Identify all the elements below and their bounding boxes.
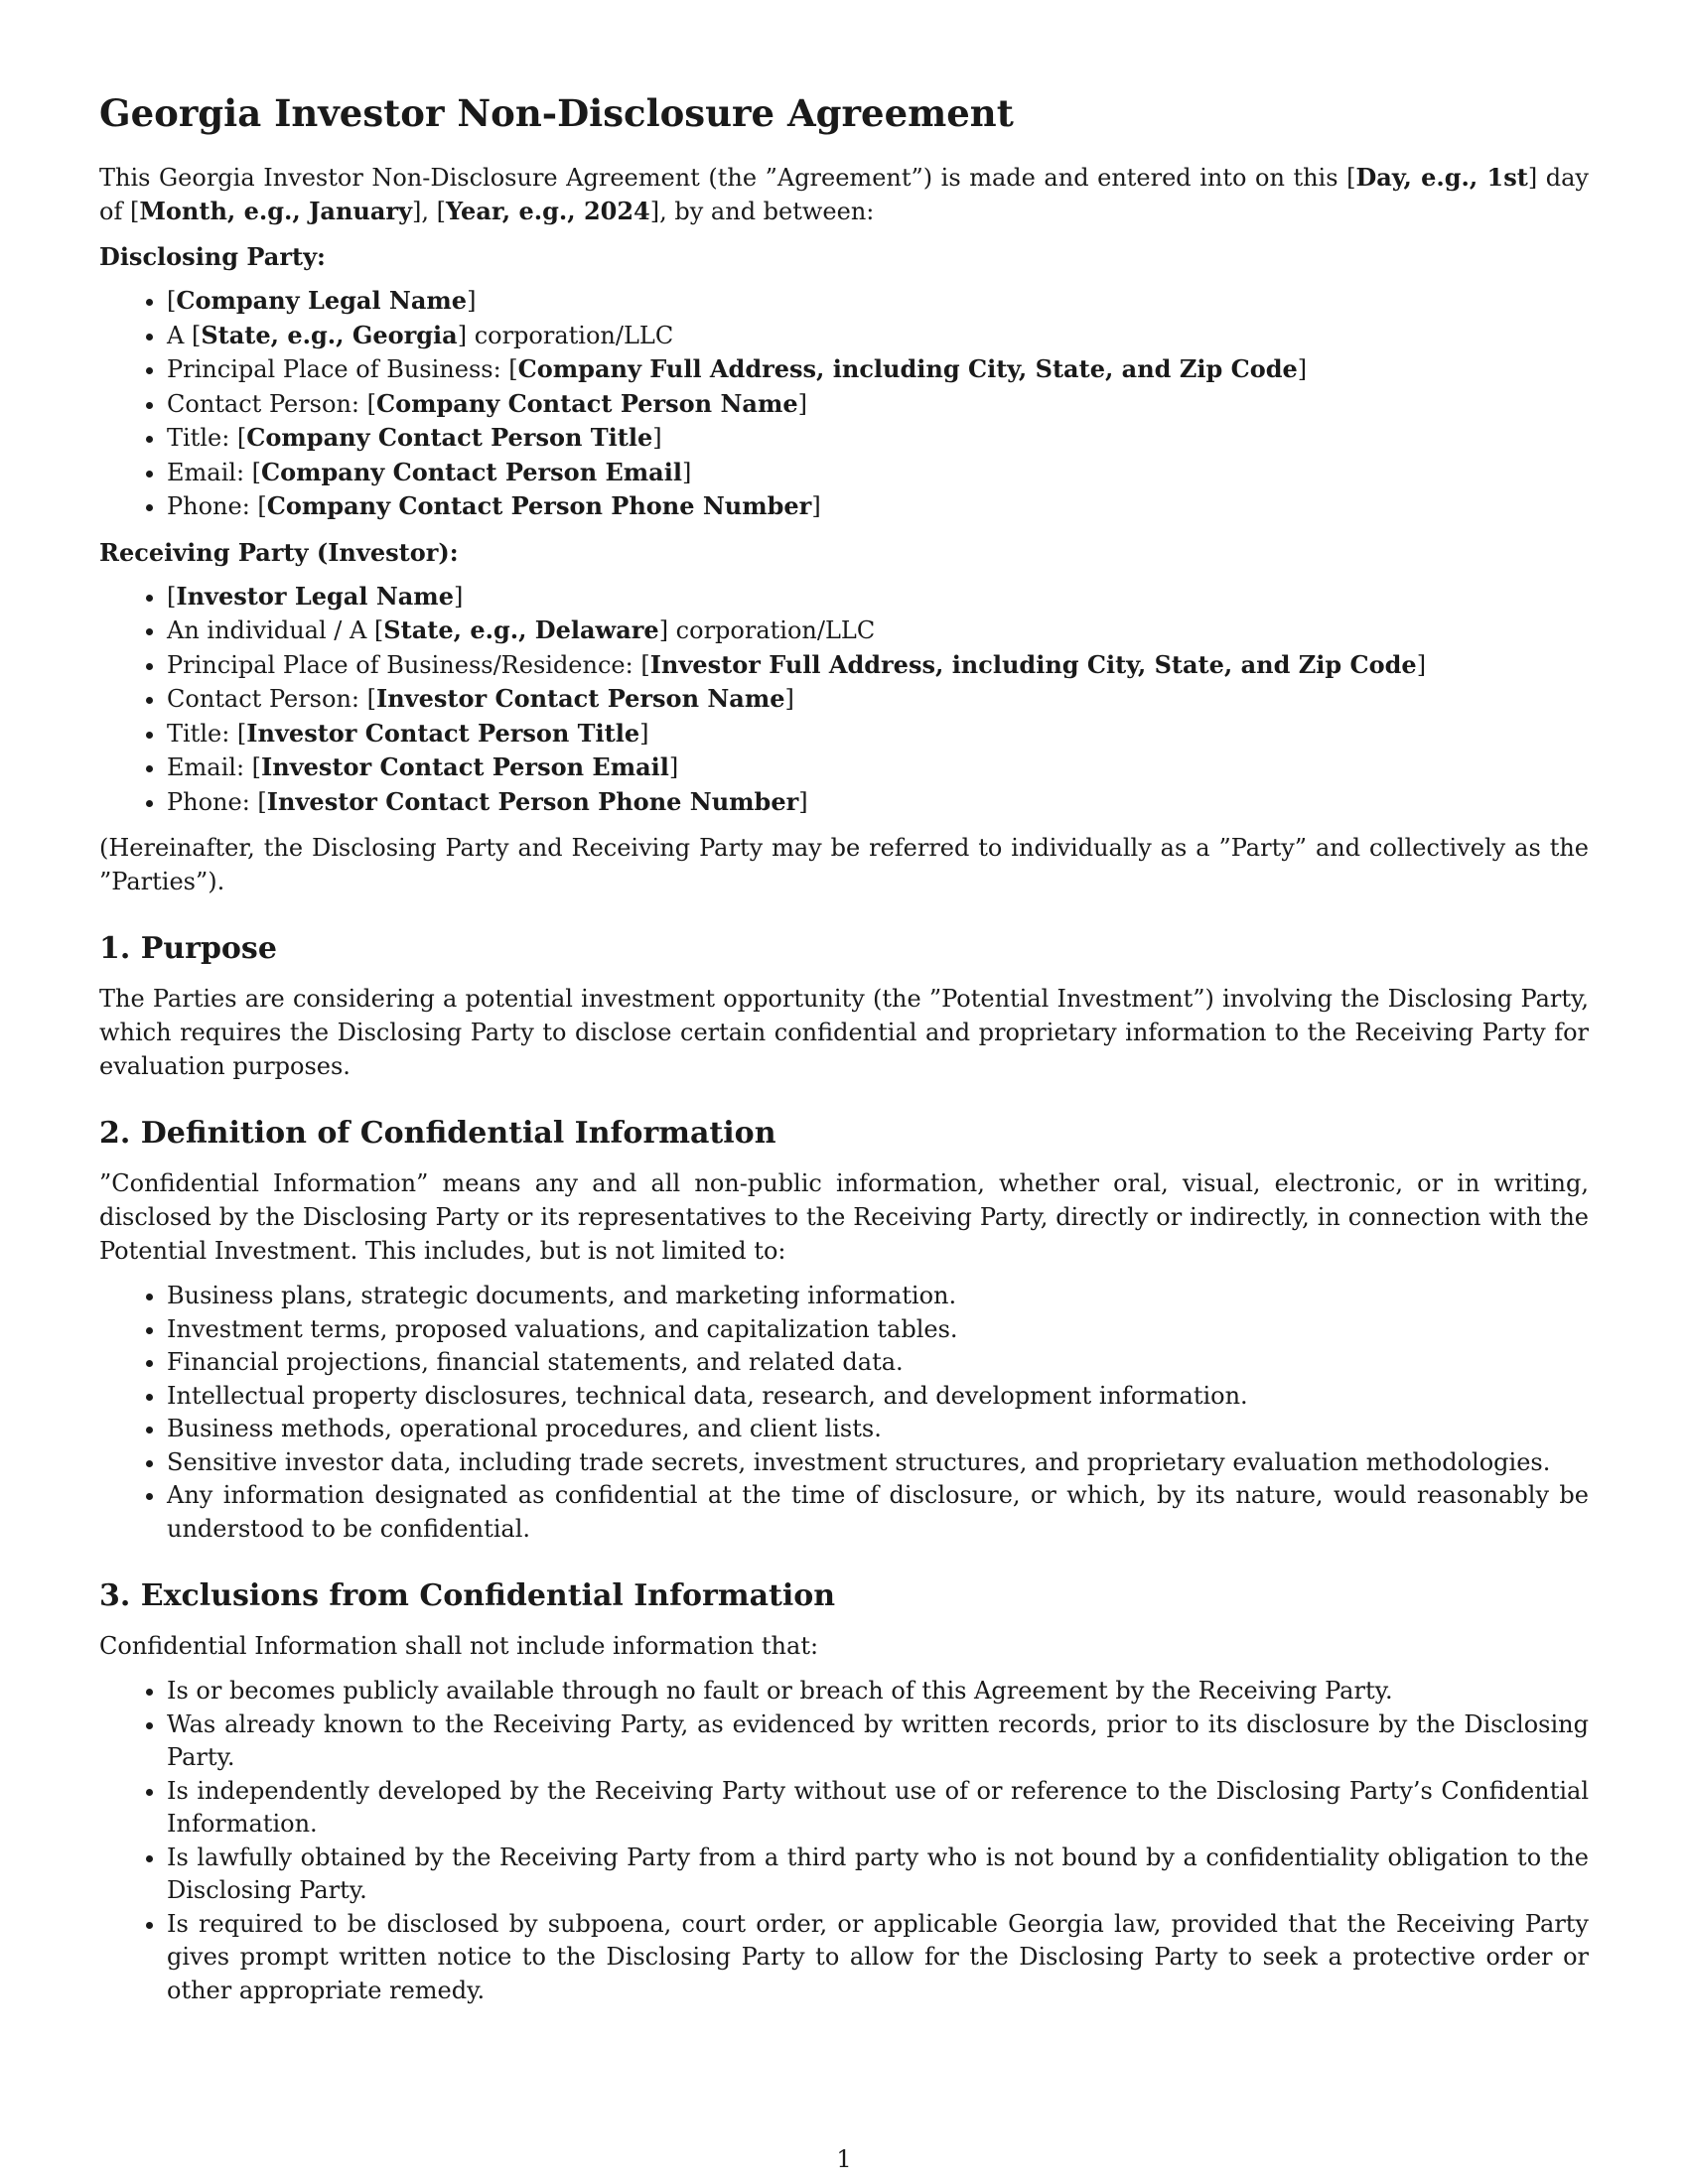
list-item: • Financial projections, financial statements, and related data.: [167, 1346, 1589, 1380]
list-item: • Investment terms, proposed valuations, and capitalization tables.: [167, 1313, 1589, 1347]
list-item: • Title: [Company Contact Person Title]: [167, 421, 1589, 456]
disclosing-party-list: [99, 284, 1589, 524]
definition-paragraph: ”Confidential Information” means any and all non-public information, whether oral, visual, electronic, or in writing, disclosed by the Disclosing Party or its representatives to the Receiving Party, directly or indirectly, in connection with the Potential Investment. This includes, but is not limited to:: [99, 1169, 1589, 1265]
list-item: • Principal Place of Business/Residence: [Investor Full Address, including City, State, and Zip Code]: [167, 648, 1589, 683]
list-item: • [Company Legal Name]: [167, 284, 1589, 319]
list-item: • Contact Person: [Company Contact Person Name]: [167, 387, 1589, 422]
intro-text: ], by and between:: [649, 198, 875, 225]
receiving-party-heading: Receiving Party (Investor):: [99, 537, 459, 567]
list-item: • A [State, e.g., Georgia] corporation/LLC: [167, 319, 1589, 353]
intro-text: ] day of [: [99, 164, 1589, 225]
list-item: • Business plans, strategic documents, and marketing information.: [167, 1280, 1589, 1313]
section-heading-definition: 2. Definition of Confidential Information: [99, 1116, 776, 1151]
intro-paragraph: [99, 161, 1589, 228]
intro-text: ], [: [412, 198, 446, 225]
page-number: 1: [836, 2145, 852, 2173]
definition-list: [99, 1280, 1589, 1546]
intro-text: This Georgia Investor Non-Disclosure Agreement (the ”Agreement”) is made and entered into on this [: [99, 164, 1356, 192]
list-item: • Phone: [Company Contact Person Phone Number]: [167, 489, 1589, 524]
list-item: • Title: [Investor Contact Person Title]: [167, 717, 1589, 751]
list-item: • Business methods, operational procedures, and client lists.: [167, 1413, 1589, 1446]
exclusions-paragraph: Confidential Information shall not include information that:: [99, 1632, 819, 1660]
list-item: • [Investor Legal Name]: [167, 580, 1589, 614]
list-item: • Principal Place of Business: [Company Full Address, including City, State, and Zip Code]: [167, 352, 1589, 387]
section-heading-exclusions: 3. Exclusions from Confidential Information: [99, 1578, 836, 1613]
exclusions-list: [99, 1675, 1589, 2007]
section-heading-purpose: 1. Purpose: [99, 931, 277, 966]
list-item: • Any information designated as confidential at the time of disclosure, or which, by its nature, would reasonably be understood to be confidential.: [167, 1479, 1589, 1546]
document-title: Georgia Investor Non-Disclosure Agreement: [99, 91, 1014, 135]
list-item: • Is independently developed by the Receiving Party without use of or reference to the Disclosing Party’s Confidential Information.: [167, 1775, 1589, 1842]
list-item: • Email: [Investor Contact Person Email]: [167, 751, 1589, 785]
list-item: • Is required to be disclosed by subpoena, court order, or applicable Georgia law, provided that the Receiving Party gives prompt written notice to the Disclosing Party to allow for the Disclosing Party to seek a protective order or other appropriate remedy.: [167, 1908, 1589, 2008]
day-placeholder: Day, e.g., 1st: [1355, 163, 1528, 192]
purpose-paragraph: The Parties are considering a potential investment opportunity (the ”Potential Investment”) involving the Disclosing Party, which requires the Disclosing Party to disclose certain confidential and proprietary information to the Receiving Party for evaluation purposes.: [99, 985, 1589, 1080]
list-item: • Intellectual property disclosures, technical data, research, and development information.: [167, 1380, 1589, 1414]
list-item: • Phone: [Investor Contact Person Phone Number]: [167, 785, 1589, 820]
month-placeholder: Month, e.g., January: [139, 197, 413, 225]
hereinafter-paragraph: (Hereinafter, the Disclosing Party and Receiving Party may be referred to individually as a ”Party” and collectively as the ”Parties”).: [99, 834, 1589, 895]
disclosing-party-heading: Disclosing Party:: [99, 242, 326, 271]
receiving-party-list: [99, 580, 1589, 820]
year-placeholder: Year, e.g., 2024: [446, 197, 650, 225]
list-item: • Contact Person: [Investor Contact Person Name]: [167, 682, 1589, 717]
list-item: • An individual / A [State, e.g., Delaware] corporation/LLC: [167, 614, 1589, 648]
document-page: [99, 87, 1589, 2019]
list-item: • Is lawfully obtained by the Receiving Party from a third party who is not bound by a confidentiality obligation to the Disclosing Party.: [167, 1842, 1589, 1908]
list-item: • Was already known to the Receiving Party, as evidenced by written records, prior to its disclosure by the Disclosing Party.: [167, 1708, 1589, 1775]
list-item: • Is or becomes publicly available through no fault or breach of this Agreement by the Receiving Party.: [167, 1675, 1589, 1708]
list-item: • Email: [Company Contact Person Email]: [167, 456, 1589, 490]
list-item: • Sensitive investor data, including trade secrets, investment structures, and proprietary evaluation methodologies.: [167, 1446, 1589, 1480]
